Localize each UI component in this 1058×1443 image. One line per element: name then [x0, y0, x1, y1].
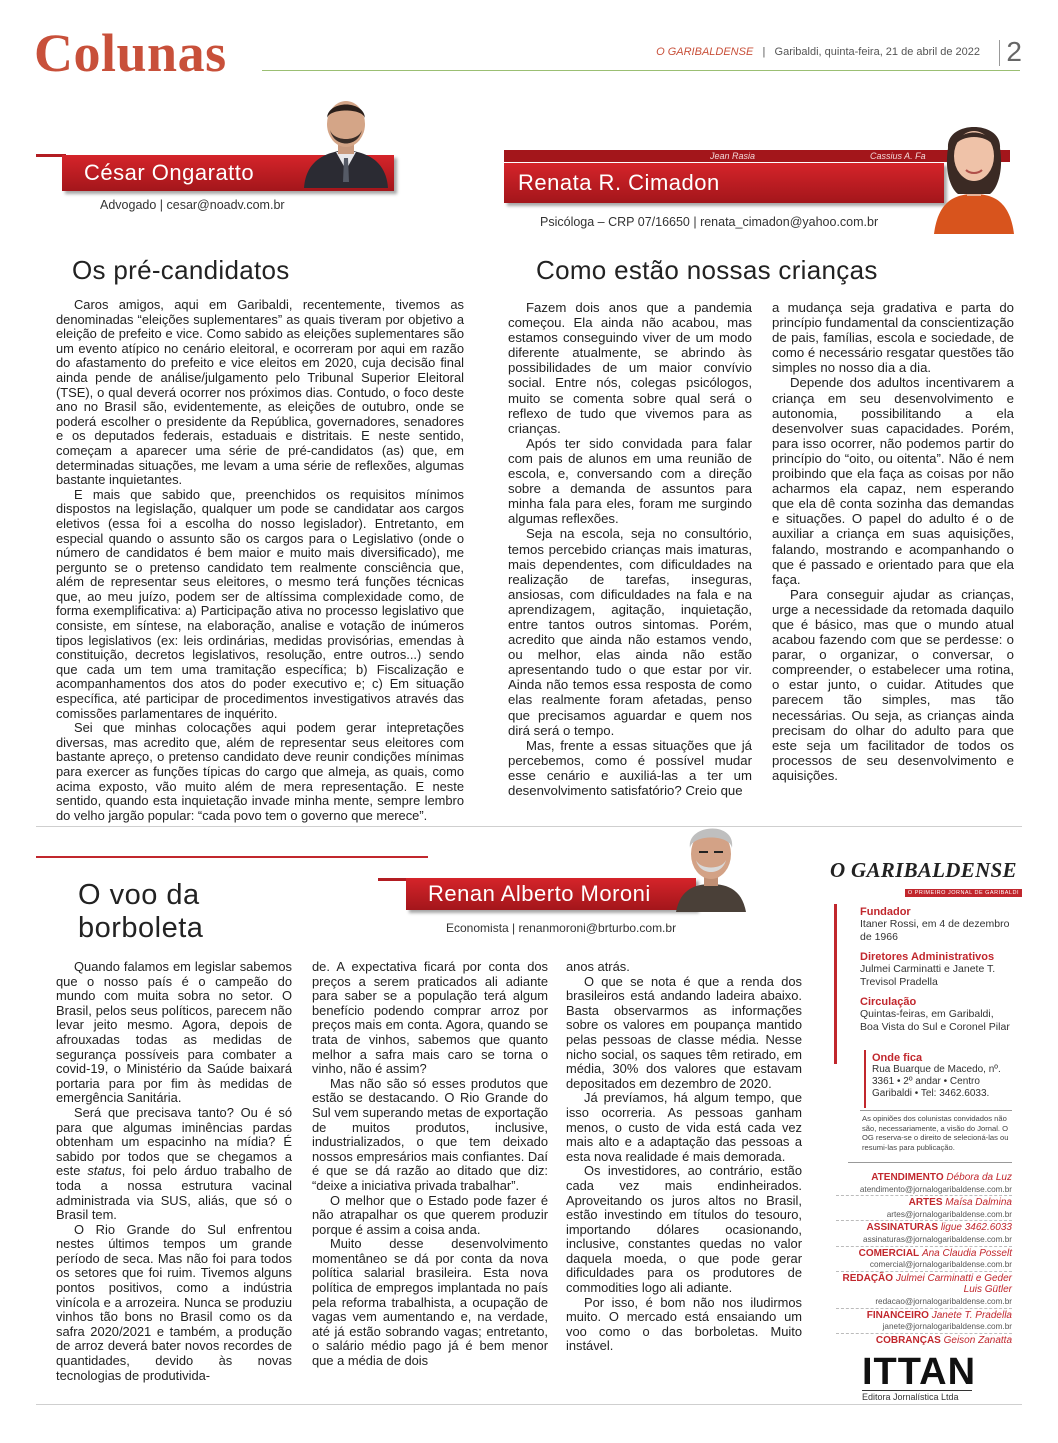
paragraph: Para conseguir ajudar as crianças, urge a necessidade da retomada daquilo que é básico, mas que o mundo atual acabou fazendo com que se perdesse: o parar, o organizar, o conversar, o compreender, o estabelecer uma rotina, o estar junto, o cuidar. Atitudes que parecem tão simples, mas tão necessárias. Ou seja, as crianças ainda precisam do olhar do adulto para que este seja um facilitador de todos os processos de seu desenvolvimento e aquisições.	[772, 586, 1014, 783]
paragraph: anos atrás.	[566, 959, 630, 974]
address-value: Rua Buarque de Macedo, nº. 3361 • 2º andar • Centro Garibaldi • Tel: 3462.6033.	[872, 1064, 1001, 1099]
circulation-label: Circulação	[860, 996, 917, 1008]
headline-line: O voo da	[78, 879, 200, 911]
columnist-byline: Advogado | cesar@noadv.com.br	[100, 198, 285, 212]
text-run: Será que precisava tanto? Ou é só para que algumas iminências pardas obtenham um espacinho na mídia? É sabido por todos que se chegamos a este	[56, 1104, 292, 1179]
publisher-logo	[862, 1351, 977, 1402]
paragraph: Após ter sido convidada para falar com pais de alunos em uma reunião de escola, e, conversando com a direção sobre a demanda de assuntos para minha fala para eles, foram me surgindo algumas reflexões.	[508, 435, 752, 527]
contact-line	[836, 1310, 1012, 1322]
columnist-name: Renan Alberto Moroni	[428, 881, 651, 906]
columnist-byline: Psicóloga – CRP 07/16650 | renata_cimadon@yahoo.com.br	[540, 215, 879, 229]
contact-label: FINANCEIRO	[866, 1309, 929, 1321]
columnist-photo	[672, 808, 750, 912]
contact-label: ATENDIMENTO	[871, 1172, 944, 1183]
contact-person: Janete T. Pradella	[931, 1309, 1012, 1321]
paragraph: Sei que minhas colocações aqui podem gerar intepretações diversas, mas acredito que, além de representar seus eleitores com bastante apreço, o pretenso candidato deve reunir condições mínimas para exercer as funções típicas do cargo que almeja, as quais, como acima exposto, vão muito além de mera representação. E neste sentido, quando esta inquietação invade minha mente, sempre lembro do velho jargão popular: “cada povo tem o governo que merece”.	[56, 720, 464, 823]
text-run: , foi pelo árduo trabalho de toda a nossa estrutura vacinal administrada via SUS, aliás, que só o Brasil tem.	[56, 1163, 292, 1223]
contact-line	[836, 1273, 1012, 1296]
editorial-note: As opiniões dos colunistas convidados não são, necessariamente, a visão do Jornal. O OG reserva-se o direito de selecioná-las ou resumi-las para publicação.	[862, 1114, 1009, 1152]
contact-line	[836, 1222, 1012, 1234]
page-number-divider	[999, 40, 1000, 66]
newspaper-logo	[830, 858, 1022, 899]
paragraph: Mas não são só esses produtos que estão se destacando. O Rio Grande do Sul vem superando metas de exportação de muitos produtos, inclusive, industrializados, o que tem deixado nossos empresários mais confiantes. Daí é que se dá razão ao ditado que diz: “deixe a iniciativa privada trabalhar”.	[312, 1075, 548, 1193]
logo-sub-wrap	[830, 881, 1022, 899]
paragraph: O que se nota é que a renda dos brasileiros está andando ladeira abaixo. Basta observarmos as informações sobre os valores em poupança mantido pelas pessoas de classe média. Nesse nicho social, os saques têm retirado, em média, 30% dos valores que estavam depositados em dezembro de 2020.	[566, 973, 802, 1091]
contact-email[interactable]: atendimento@jornalogaribaldense.com.br	[836, 1184, 1012, 1197]
address-label: Onde fica	[872, 1052, 923, 1064]
contact-line	[836, 1172, 1012, 1184]
article-body-left	[508, 300, 752, 798]
page-number: 2	[1006, 36, 1022, 67]
columnist-banner	[504, 163, 944, 203]
article-headline: Como estão nossas crianças	[536, 255, 878, 285]
columnist-photo	[924, 98, 1024, 234]
contact-person: Ana Claudia Posselt	[921, 1247, 1012, 1259]
contact-person: ligue 3462.6033	[940, 1222, 1012, 1234]
headline-line: borboleta	[78, 912, 204, 944]
article-body-right	[772, 300, 1014, 783]
contact-email[interactable]: assinaturas@jornalogaribaldense.com.br	[836, 1234, 1012, 1247]
note-rule	[848, 1162, 1012, 1163]
section-title: Colunas	[34, 23, 227, 83]
masthead-rule	[262, 70, 1020, 71]
columnist-byline: Economista | renanmoroni@brturbo.com.br	[446, 921, 677, 935]
contact-email[interactable]: redacao@jornalogaribaldense.com.br	[836, 1296, 1012, 1309]
contact-label: REDAÇÃO	[842, 1272, 894, 1284]
contact-line	[836, 1335, 1012, 1347]
issue-date: Garibaldi, quinta-feira, 21 de abril de 2022	[774, 46, 980, 58]
contact-label: ARTES	[908, 1197, 943, 1209]
contact-person: Geison Zanatta	[943, 1334, 1012, 1346]
paragraph: Seja na escola, seja no consultório, temos percebido crianças mais imaturas, mais dependentes, com dificuldades na realização de tarefas, inseguras, ansiosas, com dificuldades na fala e na aprendizagem, agitação, inquietação, entre tantos outros sintomas. Porém, acredito que ainda não estamos vendo, ou melhor, elas ainda não estão apresentando tudo o que estar por vir. Ainda não temos essa resposta de como elas realmente foram afetadas, penso que precisamos aguardar e quem nos dirá será o tempo.	[508, 526, 752, 738]
tab-name: Cassius A. Fa	[870, 151, 926, 161]
article-body	[56, 298, 464, 823]
paragraph: Depende dos adultos incentivarem a criança em seu desenvolvimento e autonomia, possibilitando a ela desenvolver suas capacidades. Porém, para isso ocorrer, não podemos partir do princípio do “oito, ou oitenta”. Não é nem proibindo que ela faça as coisas por não acharmos ela capaz, nem esperando que ela dê conta sozinha das demandas e situações. O papel do adulto é o de auxiliar a criança em suas aquisições, falando, mostrando e acompanhando o que é passado e orientado para que ela faça.	[772, 375, 1014, 587]
logo-tagline: O PRIMEIRO JORNAL DE GARIBALDI	[905, 889, 1022, 897]
tab-name: Jean Rasia	[710, 151, 756, 161]
masthead-info	[656, 46, 980, 58]
publication-name: O GARIBALDENSE	[656, 46, 754, 58]
founder-label: Fundador	[860, 906, 911, 918]
meta-separator: |	[756, 46, 772, 58]
logo-text: O GARIBALDENSE	[830, 858, 1017, 882]
paragraph: Quando falamos em legislar sabemos que o nosso país é o campeão do mundo com muita sobra no setor. O Brasil, pelos seus políticos, parecem não levar jeito mesmo. Agora, depois de afrouxadas todas as medidas de segurança possíveis para combater a covid-19, o Ministério da Saúde baixará portaria para por fim às medidas de emergência Sanitária.	[56, 959, 292, 1106]
paragraph: Fazem dois anos que a pandemia começou. Ela ainda não acabou, mas estamos conseguindo viver de um modo diferente atualmente, se abrindo às possibilidades de um maior convívio social. Entre nós, colegas psicólogos, muito se comenta sobre qual será o reflexo de tudo que vivemos para as crianças.	[508, 300, 752, 436]
paragraph: Caros amigos, aqui em Garibaldi, recentemente, tivemos as denominadas “eleições suplementares” as quais tiveram por objetivo a eleição de prefeito e vice. Como sabido as eleições suplementares são um evento atípico no cenário eleitoral, e ocorreram por aqui em razão do afastamento do prefeito e vice eleitos em 2020, cuja decisão final ainda pende de análise/julgamento pelo Tribunal Superior Eleitoral (TSE), o qual deverá ocorrer nos próximos dias. Contudo, o foco deste ano no Brasil são, evidentemente, as eleições de outubro, onde se poderá escolher o presidente da República, governadores, senadores e os deputados federais, estaduais e distritais. E neste sentido, começam a aparecer uma série de pré-candidatos (as) que, em determinadas situações, me levam a uma série de reflexões, algumas bastante inquietantes.	[56, 297, 464, 488]
contact-person: Julmei Carminatti e Geder Luis Gütler	[895, 1272, 1012, 1296]
article-body-col2	[312, 960, 548, 1369]
accent-rule	[36, 856, 428, 858]
footer-divider	[36, 1404, 1022, 1405]
note-rule	[860, 1110, 1012, 1111]
contact-line	[836, 1248, 1012, 1260]
circulation-value: Quintas-feiras, em Garibaldi, Boa Vista do Sul e Coronel Pilar	[860, 1008, 1010, 1033]
sidebar-accent	[834, 904, 837, 1064]
publisher-name: ITTAN	[862, 1351, 977, 1393]
paragraph: a mudança seja gradativa e parta do princípio fundamental da conscientização de pais, famílias, escola e sociedade, de como é necessário resgatar questões tão simples no nosso dia a dia.	[772, 300, 1014, 376]
address-box	[864, 1050, 1014, 1108]
paragraph: O Rio Grande do Sul enfrentou nestes últimos tempos um grande período de seca. Mas não foi para todos os setores que foi ruim. Tivemos alguns pontos positivos, como a indústria vinícola e a arrozeira. Nunca se produziu vinhos tão bons no Brasil como os da safra 2020/2021 e também, a produção de arroz deverá bater novos recordes de quantidades, devido às novas tecnologias de produtivida-	[56, 1221, 292, 1383]
paragraph: de. A expectativa ficará por conta dos preços a serem praticados ali adiante para saber se a população terá algum benefício podendo comprar arroz por preços mais em conta. Agora, quando se trata de vinhos, sabemos que quanto melhor a safra mais caro se torna o vinho, não é assim?	[312, 959, 548, 1077]
contacts-list	[836, 1172, 1012, 1346]
staff-box	[860, 906, 1010, 1033]
columnist-banner	[406, 878, 696, 910]
paragraph: Já prevíamos, há algum tempo, que isso ocorreria. As pessoas ganham menos, o custo de vida está cada vez mais alto e a adaptação das pessoas a esta nova realidade é mais demorada.	[566, 1090, 802, 1164]
contact-email[interactable]: janete@jornalogaribaldense.com.br	[836, 1321, 1012, 1334]
contact-label: COMERCIAL	[858, 1247, 920, 1259]
contact-email[interactable]: artes@jornalogaribaldense.com.br	[836, 1209, 1012, 1222]
contact-person: Maísa Dalmina	[945, 1197, 1012, 1209]
columnist-name: César Ongaratto	[84, 160, 255, 185]
paragraph: Muito desse desenvolvimento momentâneo se dá por conta da nova política salarial brasileira. Esta nova política de empregos implantada no país pela reforma trabalhista, a ocupação de vagas vem aumentando e, na verdade, até já estão sobrando vagas; entretanto, o salário médio pago já é bem menor que a média de dois	[312, 1236, 548, 1369]
contact-person: Débora da Luz	[946, 1172, 1012, 1183]
directors-label: Diretores Administrativos	[860, 951, 995, 963]
publisher-subtitle: Editora Jornalística Ltda	[862, 1390, 972, 1402]
columnist-name: Renata R. Cimadon	[518, 170, 720, 195]
article-body-col1	[56, 960, 292, 1383]
paragraph: Mas, frente a essas situações que já percebemos, como é possível mudar esse cenário e auxiliá-las a ter um desenvolvimento satisfatório? Creio que	[508, 737, 752, 798]
banner-stub	[378, 878, 408, 881]
paragraph: E mais que sabido que, preenchidos os requisitos mínimos dispostos na legislação, qualquer um pode se candidatar aos cargos eletivos (essa foi a escolha do nosso legislador). Entretanto, em especial quando o assunto são os cargos para o Legislativo (onde o número de candidatos é bem maior e muito mais diversificado), me pergunto se o pretenso candidato tem realmente consciência que, além de representar seus eleitores, o mesmo terá funções técnicas que, ao meu juízo, podem ser de altíssima complexidade como, de forma exemplificativa: a) Participação ativa no processo legislativo que consiste, em síntese, na elaboração, analise e votação de inúmeros tipos legislativos (ex: leis ordinárias, medidas provisórias, emendas à constituição, decretos legislativos, resolução, entre outros...) sendo que cada um tem uma tramitação específica; b) Fiscalização e acompanhamentos dos atos do poder executivo e; c) Em situação específica, até participar de procedimentos investigativos através das comissões parlamentares de inquérito.	[56, 486, 464, 721]
paragraph	[56, 1106, 292, 1223]
article-headline	[78, 879, 203, 945]
contact-line	[836, 1197, 1012, 1209]
directors-value: Julmei Carminatti e Janete T. Trevisol Pradella	[860, 963, 996, 988]
paragraph: Por isso, é bom não nos iludirmos muito. O mercado está ensaiando um voo como o das borboletas. Muito instável.	[566, 1294, 802, 1354]
contact-label: ASSINATURAS	[866, 1222, 939, 1234]
contact-label: COBRANÇAS	[875, 1334, 941, 1346]
founder-value: Itaner Rossi, em 4 de dezembro de 1966	[860, 918, 1010, 943]
columnist-photo	[296, 90, 396, 188]
emphasis-word: status	[87, 1163, 122, 1179]
paragraph: O melhor que o Estado pode fazer é não atrapalhar os que querem produzir porque é assim a coisa anda.	[312, 1192, 548, 1237]
section-divider	[36, 826, 1022, 827]
article-body-col3	[566, 960, 802, 1354]
article-headline: Os pré-candidatos	[72, 255, 290, 285]
contact-email[interactable]: comercial@jornalogaribaldense.com.br	[836, 1259, 1012, 1272]
paragraph: Os investidores, ao contrário, estão cada vez mais endinheirados. Aproveitando os juros altos no Brasil, estão investindo em títulos do tesouro, importando dólares ocasionando, inclusive, constantes quedas no valor daquela moeda, o que pode gerar dificuldades para os produtores de commodities logo ali adiante.	[566, 1163, 802, 1296]
